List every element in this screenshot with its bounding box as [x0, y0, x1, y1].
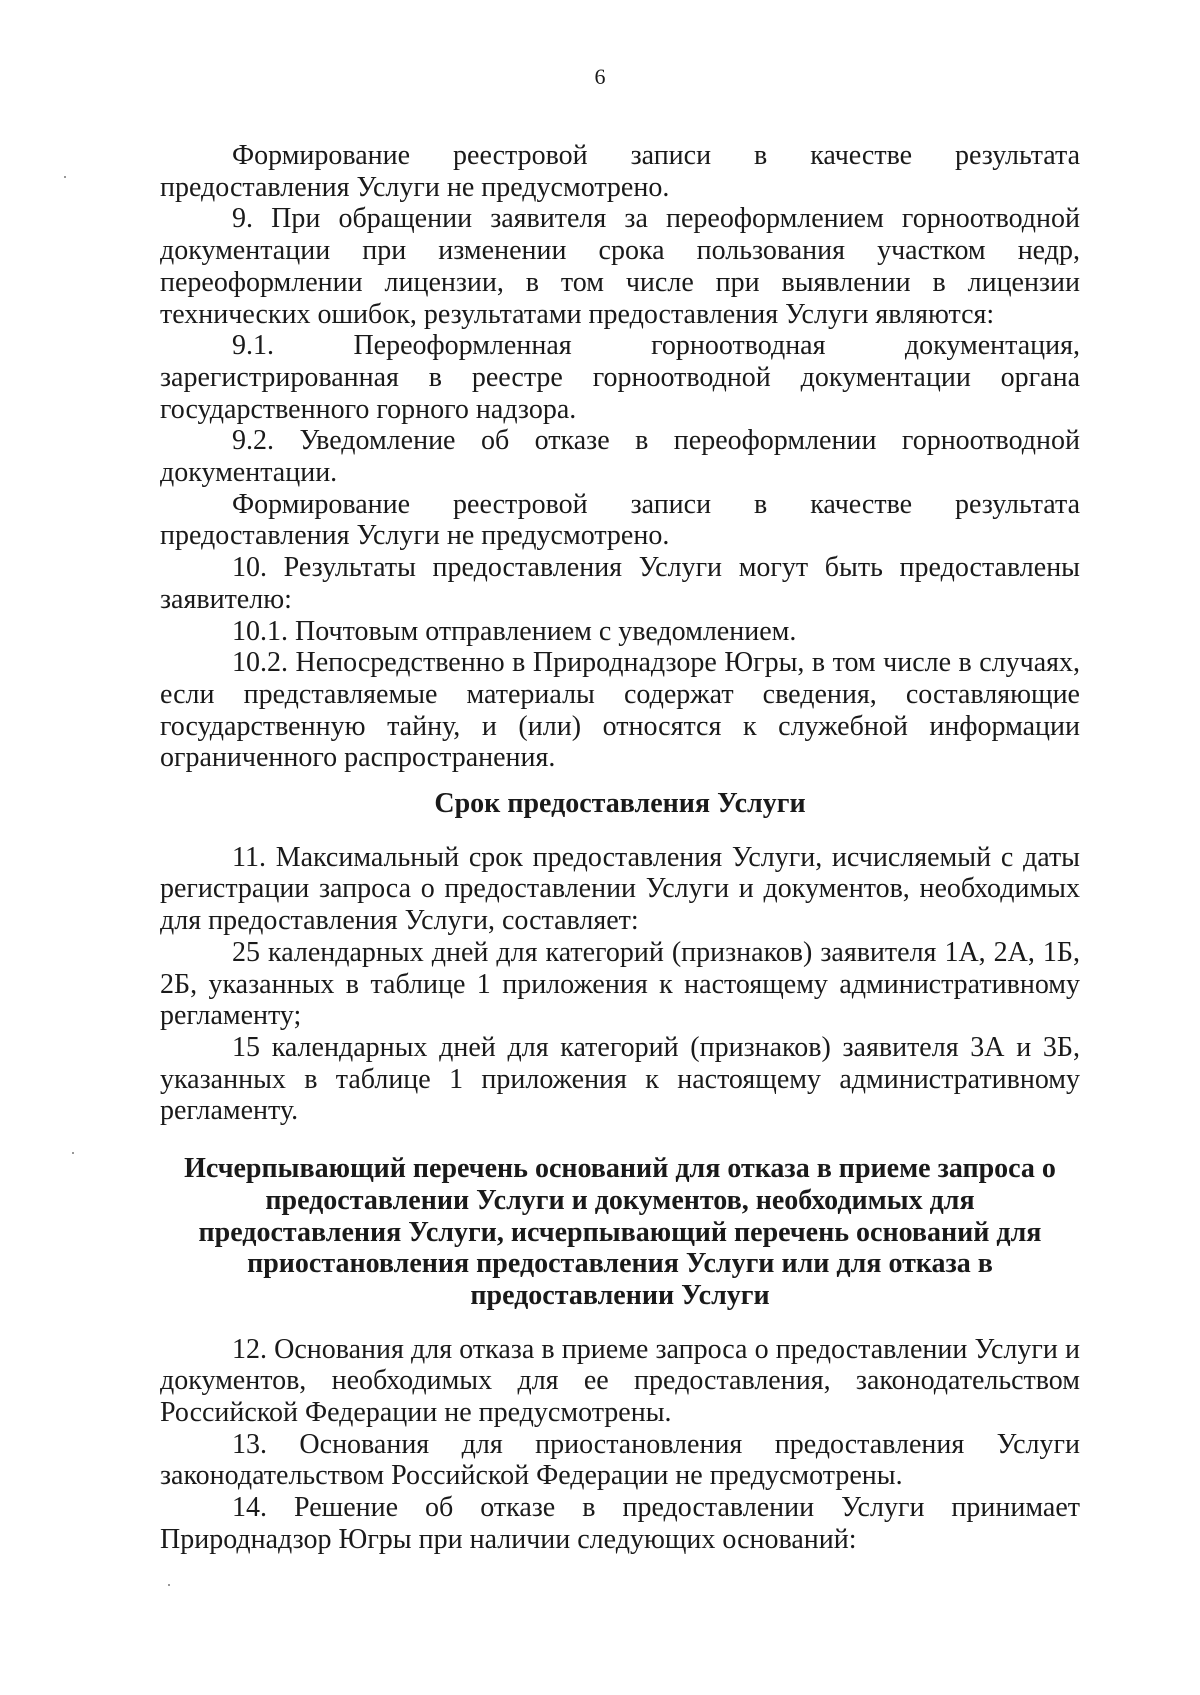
document-body: [160, 140, 1080, 1556]
section-heading-srok: Срок предоставления Услуги: [434, 788, 806, 820]
paragraph-11: 11. Максимальный срок предоставления Услуги, исчисляемый с даты регистрации запроса о предоставлении Услуги и документов, необходимых для предоставления Услуги, составляет:: [160, 841, 1080, 937]
paragraph-9: 9. При обращении заявителя за переоформлением горноотводной документации при изменении срока пользования участком недр, переоформлении лицензии, в том числе при выявлении в лицензии технических ошибок, результатами предоставления Услуги являются:: [160, 203, 1080, 330]
paragraph-13: 13. Основания для приостановления предоставления Услуги законодательством Российской Федерации не предусмотрены.: [160, 1428, 1080, 1492]
paragraph-12: 12. Основания для отказа в приеме запроса о предоставлении Услуги и документов, необходимых для ее предоставления, законодательством Российской Федерации не предусмотрены.: [160, 1333, 1080, 1429]
scan-speck: [168, 1584, 170, 1586]
paragraph-14: 14. Решение об отказе в предоставлении Услуги принимает Природнадзор Югры при наличии следующих оснований:: [160, 1492, 1080, 1555]
paragraph-11-term-15: 15 календарных дней для категорий (признаков) заявителя 3А и 3Б, указанных в таблице 1 приложения к настоящему административному регламенту.: [160, 1031, 1080, 1127]
paragraph-registry-note-1: Формирование реестровой записи в качестве результата предоставления Услуги не предусмотрено.: [160, 140, 1080, 203]
paragraph-10-1: 10.1. Почтовым отправлением с уведомлением.: [232, 615, 797, 647]
scan-speck: [64, 176, 66, 178]
paragraph-10-2: 10.2. Непосредственно в Природнадзоре Югры, в том числе в случаях, если представляемые материалы содержат сведения, составляющие государственную тайну, и (или) относятся к служебной информации ограниченного распространения.: [160, 647, 1080, 774]
paragraph-10: 10. Результаты предоставления Услуги могут быть предоставлены заявителю:: [160, 552, 1080, 615]
page-number: 6: [594, 64, 606, 89]
paragraph-9-2: 9.2. Уведомление об отказе в переоформлении горноотводной документации.: [160, 425, 1080, 489]
paragraph-11-term-25: 25 календарных дней для категорий (признаков) заявителя 1А, 2А, 1Б, 2Б, указанных в таблице 1 приложения к настоящему административному регламенту;: [160, 936, 1080, 1032]
section-heading-perechen: Исчерпывающий перечень оснований для отказа в приеме запроса о предоставлении Услуги и документов, необходимых для предоставления Услуги, исчерпывающий перечень оснований для приостановления предоставления Услуги или для отказа в предоставлении Услуги: [184, 1153, 1056, 1311]
paragraph-registry-note-2: Формирование реестровой записи в качестве результата предоставления Услуги не предусмотрено.: [160, 488, 1080, 552]
paragraph-9-1: 9.1. Переоформленная горноотводная документация, зарегистрированная в реестре горноотводной документации органа государственного горного надзора.: [160, 330, 1080, 425]
scan-speck: [72, 1152, 74, 1154]
